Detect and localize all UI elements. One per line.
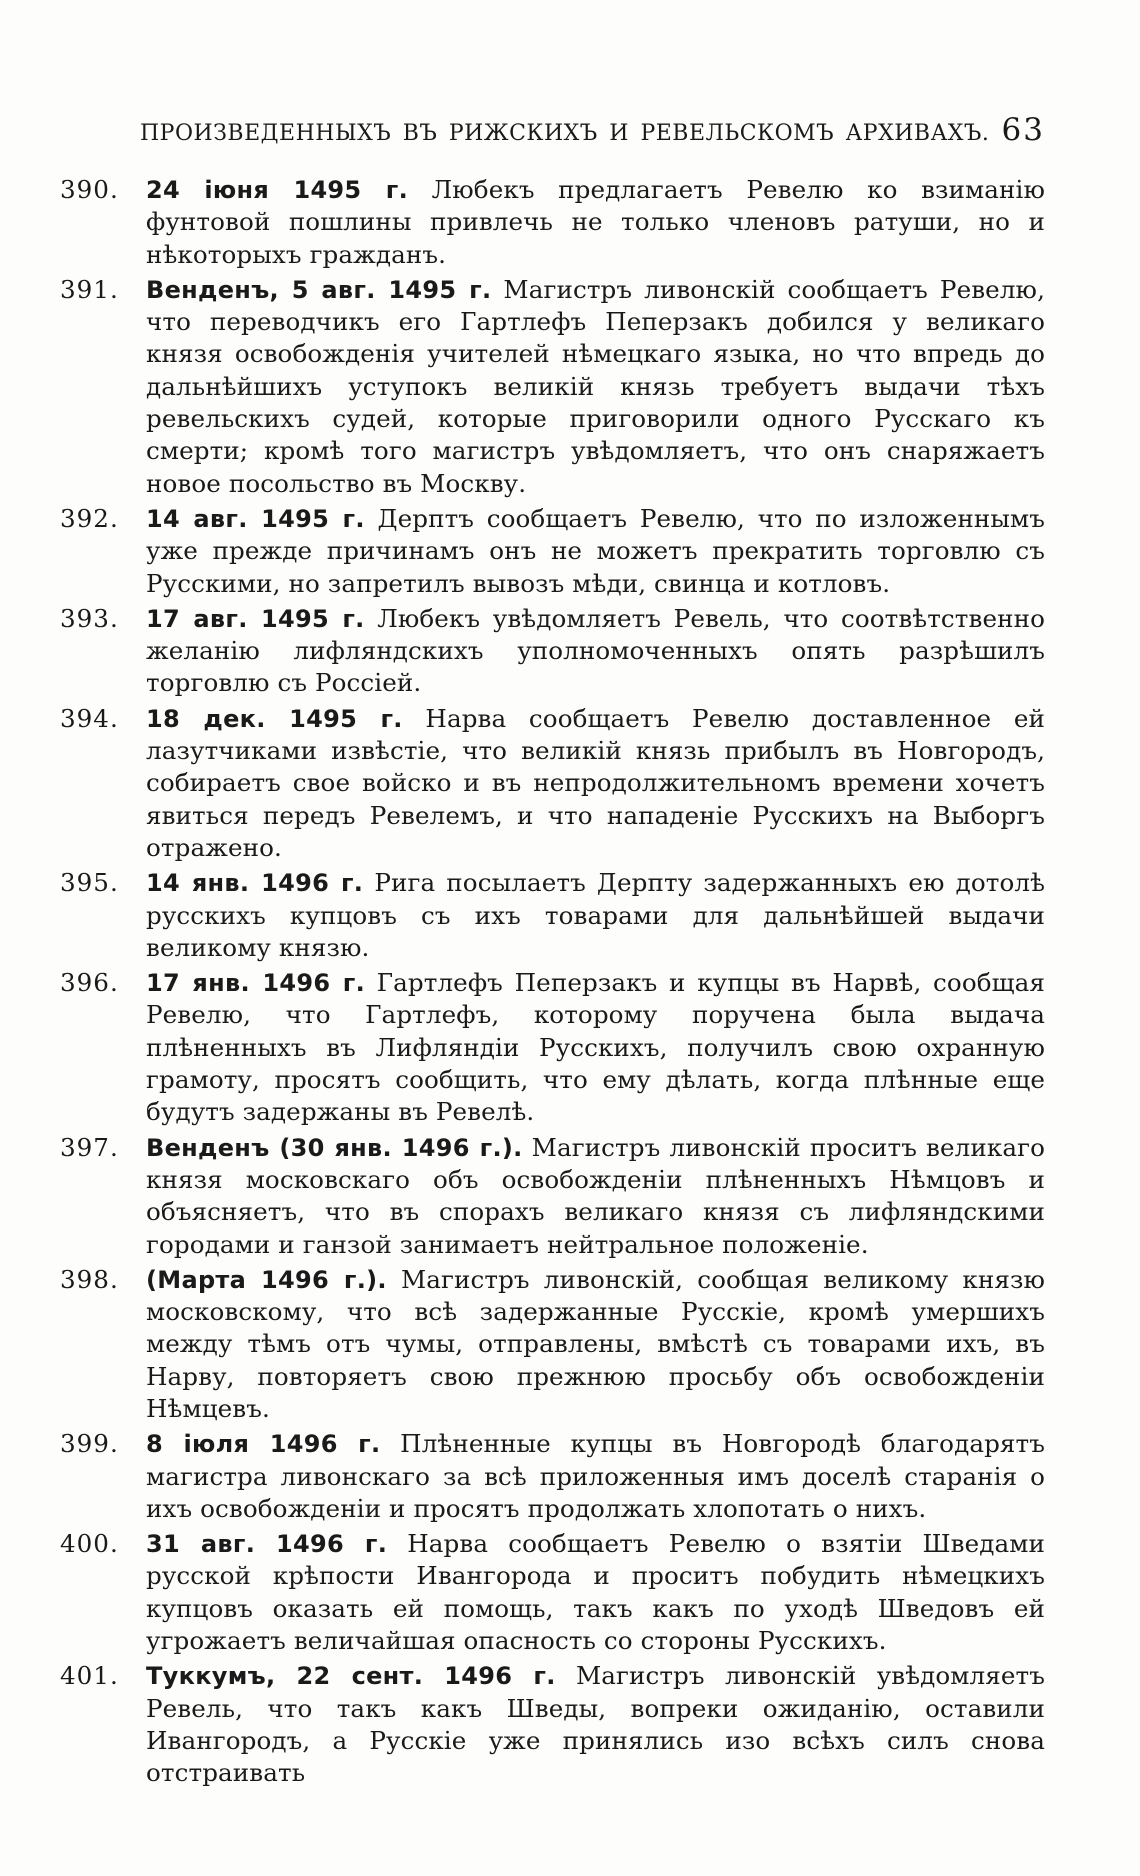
entry-398: [60, 1264, 1045, 1425]
entry-text: Магистръ ливонскій сообщаетъ Ревелю, что переводчикъ его Гартлефъ Пеперзакъ добился у великаго князя освобожденія учителей нѣмецкаго языка, но что впредь до дальнѣйшихъ уступокъ великій князь требуетъ выдачи тѣхъ ревельскихъ судей, которые приговорили одного Русскаго къ смерти; кромѣ того магистръ увѣдомляетъ, что онъ снаряжаетъ новое посольство въ Москву.: [146, 274, 1045, 498]
entry-number: 390.: [60, 175, 119, 204]
entry-number: 397.: [60, 1132, 119, 1162]
entry-heading: 14 авг. 1495 г.: [146, 504, 365, 533]
entry-heading: 17 янв. 1496 г.: [146, 969, 366, 998]
entry-401: [60, 1660, 1045, 1789]
entry-heading: 18 дек. 1495 г.: [146, 704, 403, 733]
entry-heading: 31 авг. 1496 г.: [146, 1530, 388, 1559]
entry-number: 401.: [60, 1661, 119, 1691]
entry-393: [60, 603, 1045, 700]
entry-number: 398.: [60, 1264, 119, 1294]
entry-text: Магистръ ливонскій проситъ великаго князя московскаго объ освобожденіи плѣненныхъ Нѣмцовъ и объясняетъ, что въ спорахъ великаго князя съ лифляндскими городами и ганзой занимаетъ нейтральное положеніе.: [146, 1132, 1045, 1259]
running-header: [140, 112, 1045, 152]
entry-text: Гартлефъ Пеперзакъ и купцы въ Нарвѣ, сообщая Ревелю, что Гартлефъ, которому поручена была выдача плѣненныхъ въ Лифляндіи Русскихъ, получилъ свою охранную грамоту, просятъ сообщить, что ему дѣлать, когда плѣнные еще будутъ задержаны въ Ревелѣ.: [146, 968, 1045, 1127]
entry-text: Любекъ предлагаетъ Ревелю ко взиманію фунтовой пошлины привлечь не только членовъ ратуши, но и нѣкоторыхъ гражданъ.: [146, 175, 1045, 269]
entry-396: [60, 967, 1045, 1128]
entry-text: Магистръ ливонскій увѣдомляетъ Ревель, что такъ какъ Шведы, вопреки ожиданію, оставили Ивангородъ, а Русскіе уже принялись изо всѣхъ силъ снова отстраивать: [146, 1661, 1045, 1788]
entry-390: [60, 174, 1045, 271]
entry-400: [60, 1528, 1045, 1657]
entry-text: Нарва сообщаетъ Ревелю доставленное ей лазутчиками извѣстіе, что великій князь прибылъ въ Новгородъ, собираетъ свое войско и въ непродолжительномъ времени хочетъ явиться передъ Ревелемъ, и что нападеніе Русскихъ на Выборгъ отражено.: [146, 703, 1045, 862]
entry-heading: (Марта 1496 г.).: [146, 1265, 387, 1294]
entry-number: 396.: [60, 968, 119, 998]
entry-number: 394.: [60, 703, 119, 733]
entries-list: [60, 174, 1045, 1793]
entry-heading: Венденъ (30 янв. 1496 г.).: [146, 1133, 523, 1162]
entry-heading: 17 авг. 1495 г.: [146, 604, 365, 633]
header-title: ПРОИЗВЕДЕННЫХЪ ВЪ РИЖСКИХЪ И РЕВЕЛЬСКОМЪ АРХИВАХЪ.: [140, 121, 990, 146]
entry-heading: 14 янв. 1496 г.: [146, 869, 364, 898]
entry-heading: Венденъ, 5 авг. 1495 г.: [146, 275, 492, 304]
entry-heading: 8 іюля 1496 г.: [146, 1430, 381, 1459]
entry-number: 392.: [60, 503, 119, 533]
entry-heading: Туккумъ, 22 сент. 1496 г.: [146, 1662, 556, 1691]
entry-number: 400.: [60, 1529, 119, 1559]
entry-text: Магистръ ливонскій, сообщая великому князю московскому, что всѣ задержанные Русскіе, кромѣ умершихъ между тѣмъ отъ чумы, отправлены, вмѣстѣ съ товарами ихъ, въ Нарву, повторяетъ свою прежнюю просьбу объ освобожденіи Нѣмцевъ.: [146, 1264, 1046, 1423]
entry-395: [60, 867, 1045, 964]
entry-391: [60, 274, 1045, 500]
entry-392: [60, 503, 1045, 600]
entry-number: 391.: [60, 274, 119, 304]
entry-number: 399.: [60, 1429, 119, 1459]
entry-text: Нарва сообщаетъ Ревелю о взятіи Шведами русской крѣпости Ивангорода и проситъ побудить нѣмецкихъ купцовъ оказать ей помощь, такъ какъ по уходѣ Шведовъ ей угрожаетъ величайшая опасность со стороны Русскихъ.: [146, 1529, 1045, 1656]
entry-number: 393.: [60, 603, 119, 633]
entry-text: Дерптъ сообщаетъ Ревелю, что по изложеннымъ уже прежде причинамъ онъ не можетъ прекратить торговлю съ Русскими, но запретилъ вывозъ мѣди, свинца и котловъ.: [146, 503, 1045, 598]
entry-394: [60, 703, 1045, 864]
entry-heading: 24 іюня 1495 г.: [146, 176, 409, 204]
entry-text: Любекъ увѣдомляетъ Ревель, что соотвѣтственно желанію лифляндскихъ уполномоченныхъ опять разрѣшилъ торговлю съ Россіей.: [146, 603, 1046, 698]
entry-397: [60, 1132, 1045, 1261]
entry-number: 395.: [60, 868, 119, 898]
entry-399: [60, 1428, 1045, 1525]
page-number: 63: [1001, 112, 1045, 148]
entry-text: Плѣненные купцы въ Новгородѣ благодарятъ магистра ливонскаго за всѣ приложенныя имъ доселѣ старанія о ихъ освобожденіи и просятъ продолжать хлопотать о нихъ.: [146, 1429, 1045, 1523]
entry-text: Рига посылаетъ Дерпту задержанныхъ ею дотолѣ русскихъ купцовъ съ ихъ товарами для дальнѣйшей выдачи великому князю.: [146, 868, 1045, 962]
